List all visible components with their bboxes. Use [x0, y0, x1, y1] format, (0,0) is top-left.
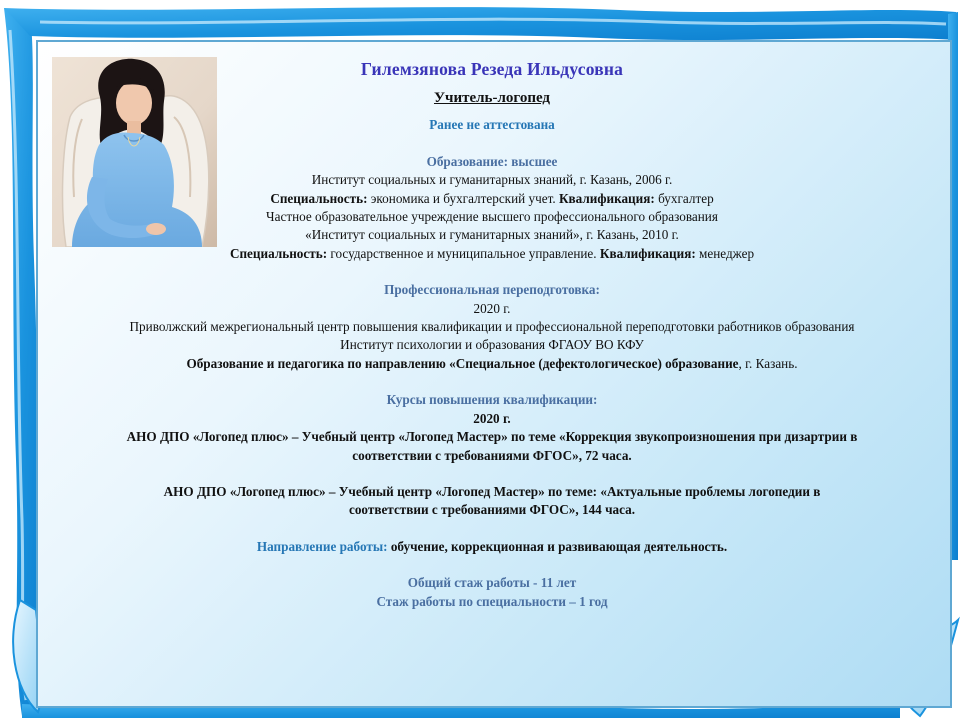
education-institute-1: Институт социальных и гуманитарных знаний, г. Казань, 2006 г.	[311, 172, 673, 188]
course-1-line-1: АНО ДПО «Логопед плюс» – Учебный центр «Логопед Мастер» по теме «Коррекция звукопроизношения при дизартрии в	[126, 429, 858, 445]
education-heading: Образование: высшее	[426, 153, 558, 169]
spec-value-2: государственное и муниципальное управление.	[330, 245, 597, 261]
attestation-status: Ранее не аттестована	[429, 117, 555, 133]
courses-heading: Курсы повышения квалификации:	[386, 392, 598, 408]
education-spec-line-1	[38, 190, 946, 208]
education-institute-2b: «Институт социальных и гуманитарных знаний», г. Казань, 2010 г.	[305, 227, 679, 243]
qual-value-1: бухгалтер	[658, 190, 714, 206]
total-experience: Общий стаж работы - 11 лет	[407, 575, 577, 591]
retraining-program-tail: , г. Казань.	[738, 355, 798, 371]
qual-label-1: Квалификация:	[558, 190, 655, 206]
course-1-line-2: соответствии с требованиями ФГОС», 72 часа.	[352, 447, 632, 463]
course-2-line-2: соответствии с требованиями ФГОС», 144 часа.	[348, 502, 636, 518]
course-2-line-1: АНО ДПО «Логопед плюс» – Учебный центр «Логопед Мастер» по теме: «Актуальные проблемы логопедии в	[163, 483, 821, 499]
retraining-program-line	[38, 355, 946, 373]
job-title: Учитель-логопед	[433, 90, 551, 106]
spec-value-1: экономика и бухгалтерский учет.	[370, 190, 556, 206]
profile-text	[38, 58, 946, 698]
retraining-heading: Профессиональная переподготовка:	[384, 282, 600, 298]
specialty-experience: Стаж работы по специальности – 1 год	[376, 593, 608, 609]
spec-label-2: Специальность:	[229, 245, 328, 261]
retraining-year: 2020 г.	[473, 300, 511, 316]
person-name: Гилемзянова Резеда Ильдусовна	[360, 59, 624, 79]
retraining-program: Образование и педагогика по направлению «Специальное (дефектологическое) образование	[186, 355, 739, 371]
qual-label-2: Квалификация:	[599, 245, 696, 261]
education-spec-line-2	[38, 245, 946, 263]
courses-year: 2020 г.	[473, 410, 511, 426]
work-direction-line	[38, 538, 946, 556]
retraining-institute: Институт психологии и образования ФГАОУ ВО КФУ	[340, 337, 644, 353]
work-direction-value: обучение, коррекционная и развивающая деятельность.	[390, 538, 728, 554]
retraining-center: Приволжский межрегиональный центр повышения квалификации и профессиональной переподготовки работников образования	[129, 319, 855, 335]
work-direction-label: Направление работы:	[256, 538, 388, 554]
education-institute-2a: Частное образовательное учреждение высшего профессионального образования	[266, 209, 718, 225]
qual-value-2: менеджер	[699, 245, 755, 261]
spec-label-1: Специальность:	[270, 190, 368, 206]
